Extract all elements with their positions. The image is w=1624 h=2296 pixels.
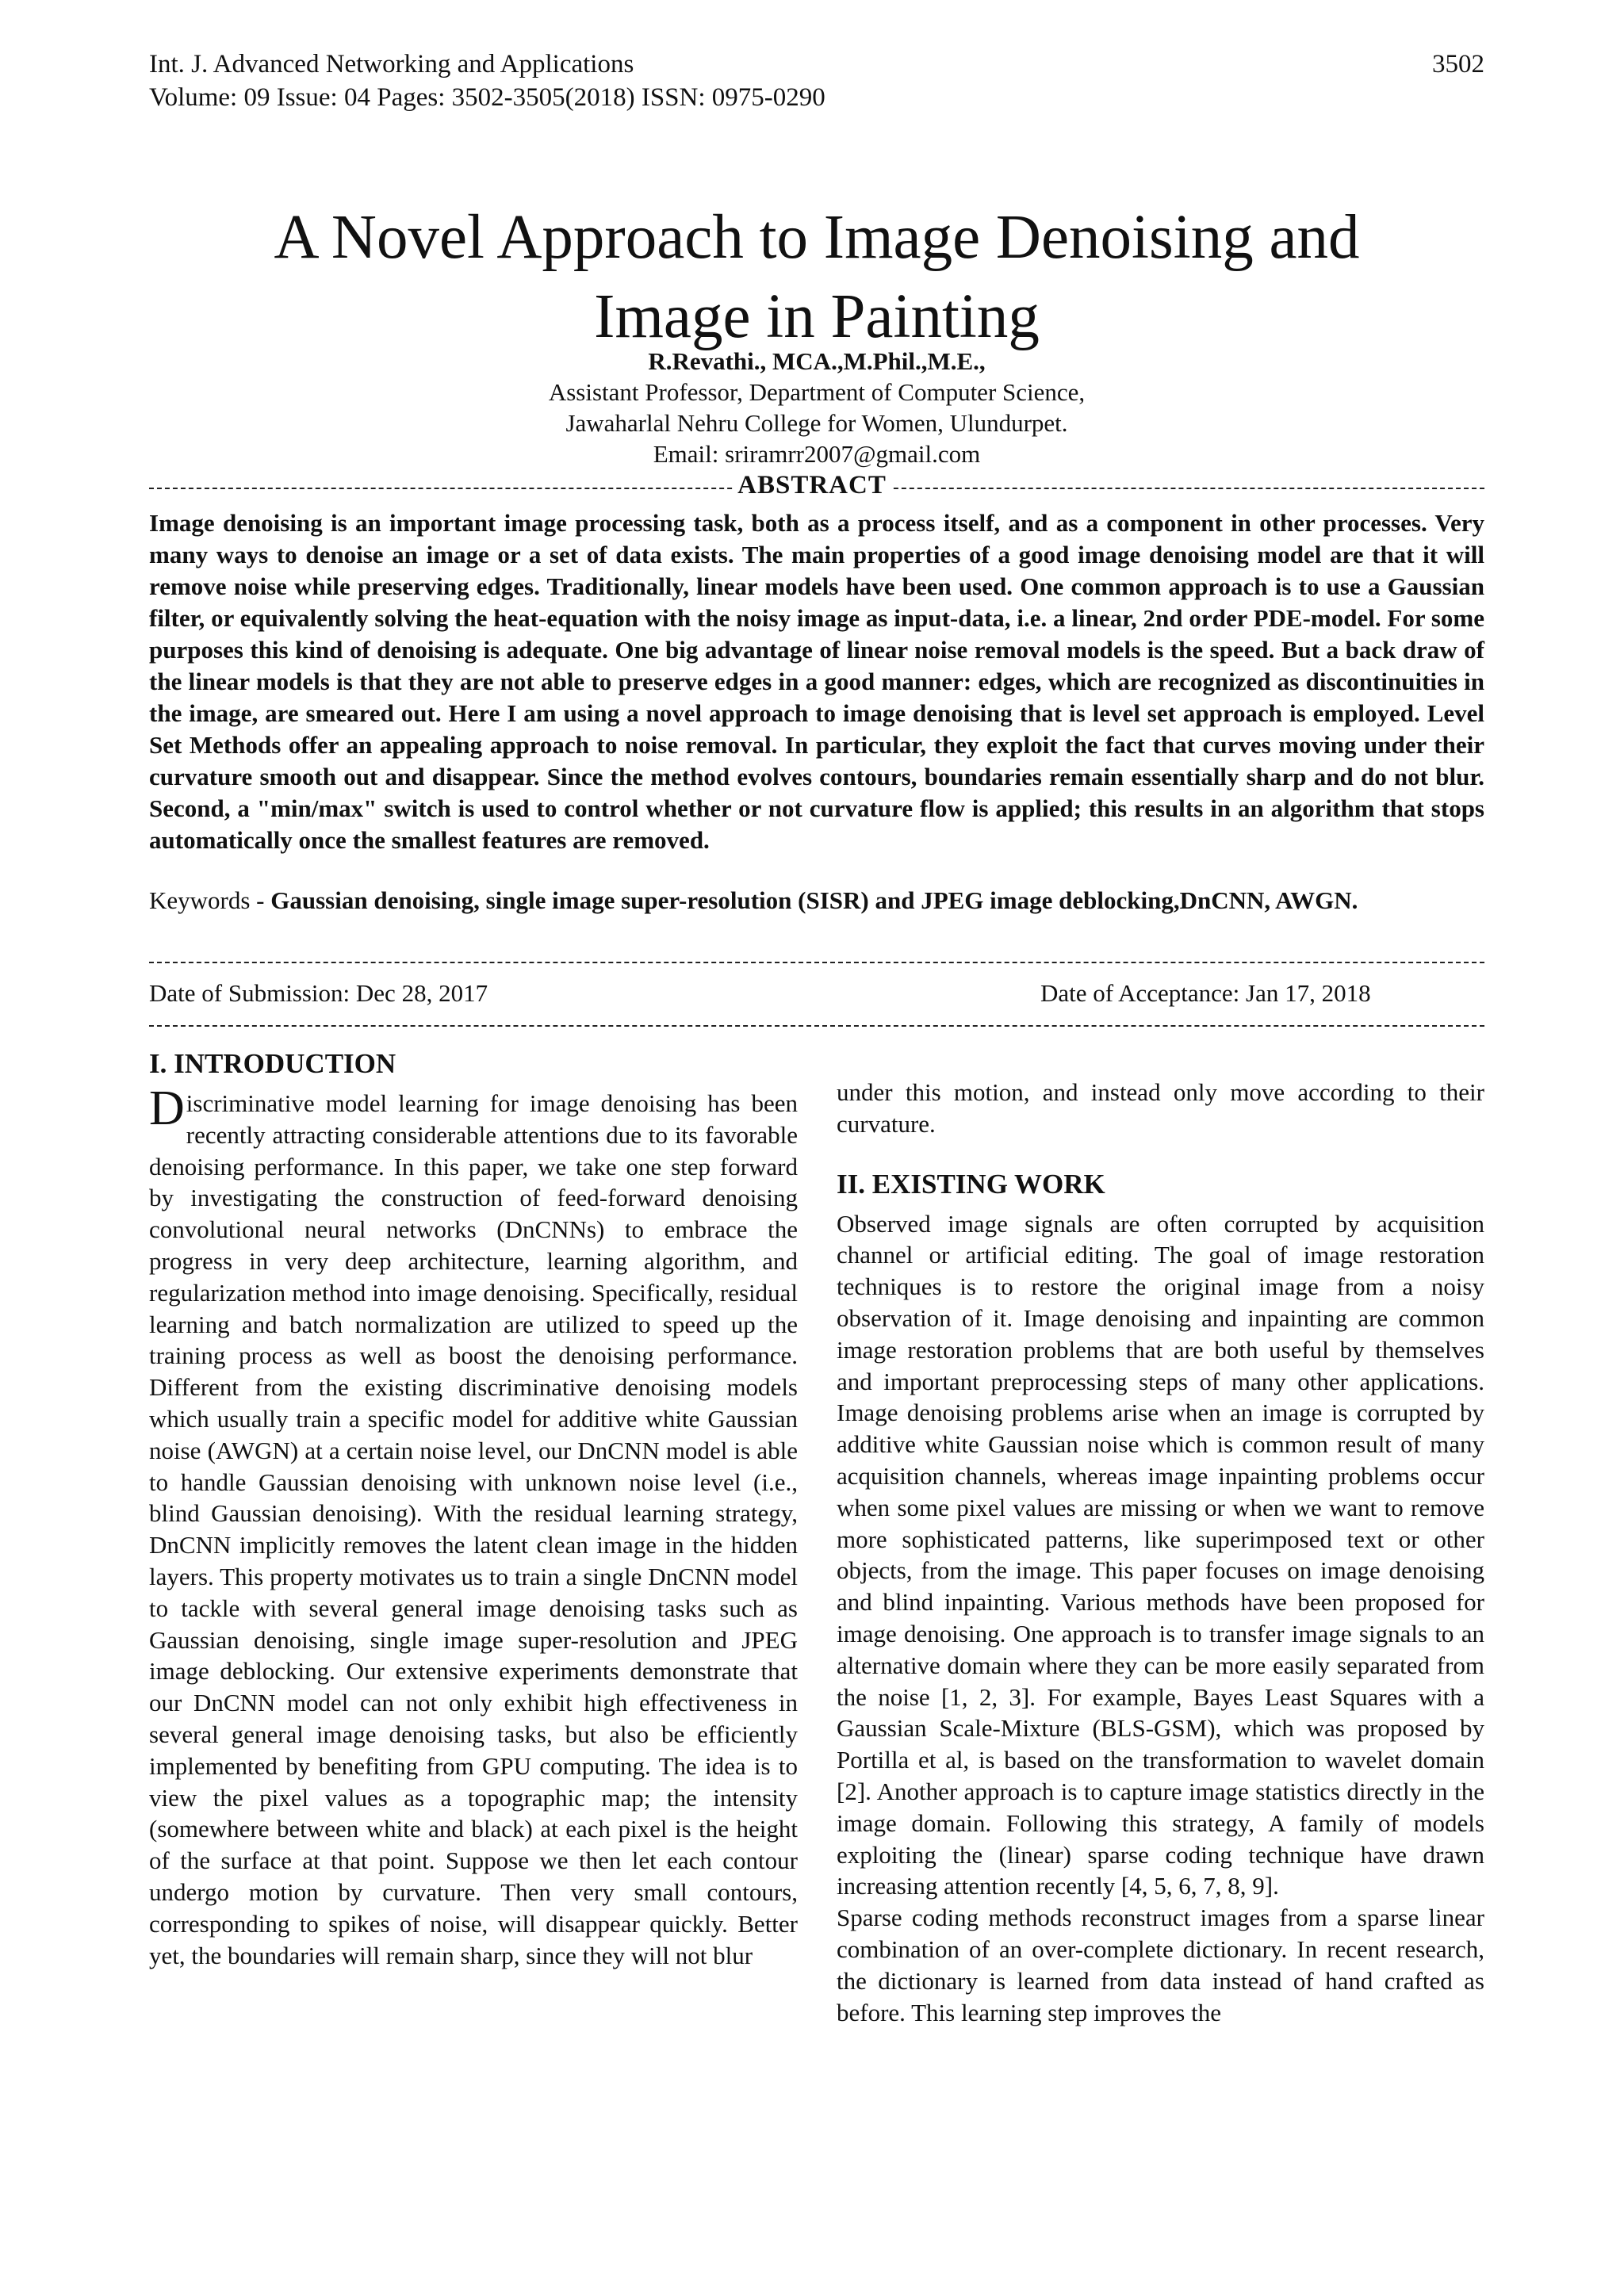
dates-bottom-rule [149, 1025, 1484, 1027]
abstract-text: Image denoising is an important image processing task, both as a process itself, and as a component in other processes. Very many ways to denoise an image or a set of data exists. The main properties of a good image denoising model are that it will remove noise while preserving edges. Traditionally, linear models have been used. One common approach is to use a Gaussian filter, or equivalently solving the heat-equation with the noisy image as input-data, i.e. a linear, 2nd order PDE-model. For some purposes this kind of denoising is adequate. One big advantage of linear noise removal models is the speed. But a back draw of the linear models is that they are not able to preserve edges in a good manner: edges, which are recognized as discontinuities in the image, are smeared out. Here I am using a novel approach to image denoising that is level set approach is employed. Level Set Methods offer an appealing approach to noise removal. In particular, they exploit the fact that curves moving under their curvature smooth out and disappear. Since the method evolves contours, boundaries remain essentially sharp and do not blur. Second, a "min/max" switch is used to control whether or not curvature flow is applied; this results in an algorithm that stops automatically once the smallest features are removed. [149, 509, 1484, 854]
existing-work-paragraph-2: Sparse coding methods reconstruct images from a sparse linear combination of an over-complete dictionary. In recent research, the dictionary is learned from data instead of hand crafted as before. This learning step improves the [837, 1904, 1484, 2026]
paper-title [149, 198, 1484, 357]
author-position: Assistant Professor, Department of Computer Science, [548, 378, 1086, 406]
keywords-list: Gaussian denoising, single image super-resolution (SISR) and JPEG image deblocking,DnCNN, AWGN. [270, 886, 1358, 914]
introduction-paragraph [149, 1081, 798, 1971]
abstract-heading [0, 471, 1624, 500]
journal-name: Int. J. Advanced Networking and Applications [149, 50, 634, 78]
abstract-heading-text: ABSTRACT [733, 471, 891, 499]
existing-work-heading: II. EXISTING WORK [837, 1168, 1105, 1200]
author-email: Email: sriramrr2007@gmail.com [653, 440, 981, 468]
running-header [149, 48, 1484, 114]
left-column [149, 1047, 798, 1971]
title-line-2: Image in Painting [594, 282, 1040, 351]
submission-date: Date of Submission: Dec 28, 2017 [149, 979, 488, 1007]
author-affiliation: Jawaharlal Nehru College for Women, Ulundurpet. [565, 409, 1068, 437]
introduction-continuation: under this motion, and instead only move according to their curvature. [837, 1078, 1484, 1138]
existing-work-paragraph-1: Observed image signals are often corrupted by acquisition channel or artificial editing. The goal of image restoration techniques is to restore the original image from a noisy observation of it. Image denoising and inpainting are common image restoration problems that are both useful by themselves and important preprocessing steps of many other applications. Image denoising problems arise when an image is corrupted by additive white Gaussian noise which is common result of many acquisition channels, whereas image inpainting problems occur when some pixel values are missing or when we want to remove more sophisticated patterns, like superimposed text or other objects, from the image. This paper focuses on image denoising and blind inpainting. Various methods have been proposed for image denoising. One approach is to transfer image signals to an alternative domain where they can be more easily separated from the noise [1, 2, 3]. For example, Bayes Least Squares with a Gaussian Scale-Mixture (BLS-GSM), which was proposed by Portilla et al, is based on the transformation to wavelet domain [2]. Another approach is to capture image statistics directly in the image domain. Following this strategy, A family of models exploiting the (linear) sparse coding technique have drawn increasing attention recently [4, 5, 6, 7, 8, 9]. [837, 1209, 1484, 1900]
volume-info: Volume: 09 Issue: 04 Pages: 3502-3505(2018) ISSN: 0975-0290 [149, 83, 825, 112]
keywords-label: Keywords - [149, 886, 271, 914]
keywords [149, 885, 1484, 916]
acceptance-date: Date of Acceptance: Jan 17, 2018 [1040, 979, 1371, 1007]
introduction-text: iscriminative model learning for image denoising has been recently attracting considerable attentions due to its favorable denoising performance. In this paper, we take one step forward by investigating the construction of feed-forward denoising convolutional neural networks (DnCNNs) to embrace the progress in very deep architecture, learning algorithm, and regularization method into image denoising. Specifically, residual learning and batch normalization are utilized to speed up the training process as well as boost the denoising performance. Different from the existing discriminative denoising models which usually train a specific model for additive white Gaussian noise (AWGN) at a certain noise level, our DnCNN model is able to handle Gaussian denoising with unknown noise level (i.e., blind Gaussian denoising). With the residual learning strategy, DnCNN implicitly removes the latent clean image in the hidden layers. This property motivates us to train a single DnCNN model to tackle with several general image denoising tasks such as Gaussian denoising, single image super-resolution and JPEG image deblocking. Our extensive experiments demonstrate that our DnCNN model can not only exhibit high effectiveness in several general image denoising tasks, but also be efficiently implemented by benefiting from GPU computing. The idea is to view the pixel values as a topographic map; the intensity (somewhere between white and black) at each pixel is the height of the surface at that point. Suppose we then let each contour undergo motion by curvature. Then very small contours, corresponding to spikes of noise, will disappear quickly. Better yet, the boundaries will remain sharp, since they will not blur [149, 1089, 798, 1969]
page-number: 3502 [1432, 50, 1484, 78]
dates-top-rule [149, 962, 1484, 963]
author-name: R.Revathi., MCA.,M.Phil.,M.E., [648, 347, 986, 375]
title-line-1: A Novel Approach to Image Denoising and [274, 203, 1360, 272]
right-column [837, 1077, 1484, 2028]
drop-cap: D [149, 1081, 185, 1135]
author-block [149, 346, 1484, 469]
dates-row [149, 978, 1484, 1009]
introduction-heading: I. INTRODUCTION [149, 1048, 396, 1079]
